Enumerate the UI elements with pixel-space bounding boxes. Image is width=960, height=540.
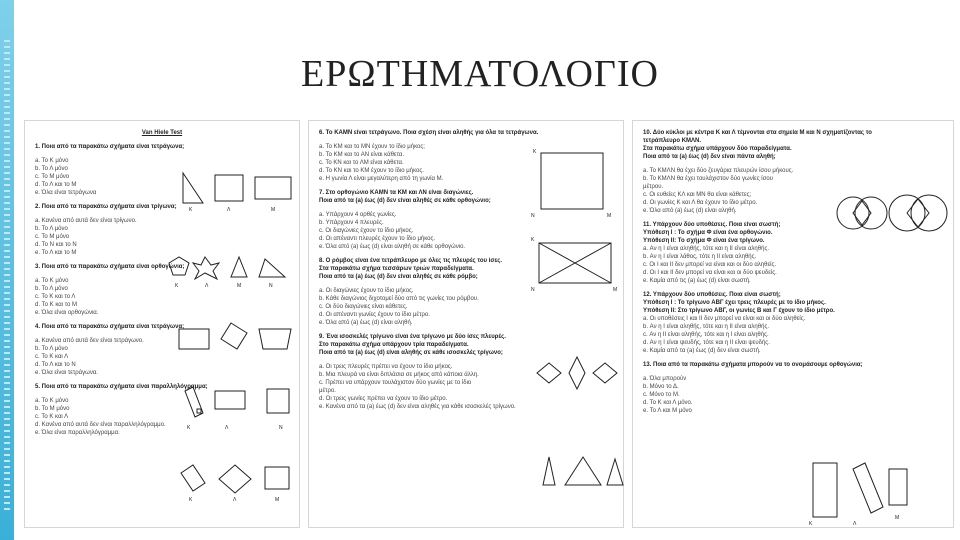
q4-option-b: b. Το Λ μόνο bbox=[35, 346, 68, 352]
q13-option-a: a. Όλα μπορούν bbox=[643, 376, 687, 382]
q7-option-d: d. Οι απέναντι πλευρές έχουν το ίδιο μήκος. bbox=[319, 236, 436, 242]
q12-hypothesis-1: Υπόθεση Ι : Το τρίγωνο ΑΒΓ έχει τρεις πλευρές με το ίδιο μήκος. bbox=[643, 300, 826, 306]
label-k: Κ bbox=[531, 237, 535, 243]
q9-option-c-cont: μέτρο. bbox=[319, 388, 336, 394]
q3-option-e: e. Όλα είναι ορθογώνια. bbox=[35, 310, 99, 316]
q3-option-d: d. Το Κ και το Μ bbox=[35, 302, 78, 308]
pentagon-shape bbox=[169, 257, 189, 275]
question-9-sub2: Ποια από τα (a) έως (d) είναι αληθής σε κάθε ισοσκελές τρίγωνο; bbox=[319, 350, 503, 356]
q9-triangles-figure bbox=[541, 451, 631, 491]
question-10-cont: τετράπλευρο ΚΜΛΝ. bbox=[643, 138, 702, 144]
isosceles-triangle-1 bbox=[543, 457, 555, 485]
q6-option-e: e. Η γωνία Λ είναι μεγαλύτερη από τη γωνία Μ. bbox=[319, 176, 444, 182]
q4-option-a: a. Κανένα από αυτά δεν είναι τετράγωνο. bbox=[35, 338, 144, 344]
q1-option-d: d. Το Λ και το Μ bbox=[35, 182, 77, 188]
q11-option-e: e. Καμία από τις (a) έως (d) είναι σωστή. bbox=[643, 278, 751, 284]
q4-option-d: d. Το Λ και το Ν bbox=[35, 362, 76, 368]
question-10-sub: Στα παρακάτω σχήμα υπάρχουν δύο παραδείγματα. bbox=[643, 146, 792, 152]
triangle-shape bbox=[231, 257, 247, 277]
q1-option-e: e. Όλα είναι τετράγωνα bbox=[35, 190, 97, 196]
label-k: Κ bbox=[809, 521, 813, 527]
q2-option-e: e. Το Λ και το Μ bbox=[35, 250, 77, 256]
q5-option-b: b. Το Μ μόνο bbox=[35, 406, 70, 412]
rectangle-k bbox=[813, 463, 837, 517]
rectangle-l bbox=[853, 463, 883, 513]
label-n: Ν bbox=[531, 287, 535, 293]
label-n: Ν bbox=[279, 425, 283, 431]
label-m: Μ bbox=[271, 207, 276, 213]
q5-option-d: d. Κανένα από αυτά δεν είναι παραλληλόγραμμο. bbox=[35, 422, 166, 428]
parallelogram-shape bbox=[181, 465, 205, 491]
q7-option-e: e. Όλα από (a) έως (d) είναι αληθή σε κάθε ορθογώνιο. bbox=[319, 244, 466, 250]
isosceles-triangle-3 bbox=[607, 459, 623, 485]
label-m: Μ bbox=[275, 497, 280, 503]
q5-option-c: c. Το Κ και Λ bbox=[35, 414, 69, 420]
q10-option-a: a. Το ΚΜΛΝ θα έχει δύο ζευγάρια πλευρών ίσου μήκους. bbox=[643, 168, 794, 174]
question-8-sub2: Ποια από τα (a) έως (d) δεν είναι αληθές σε κάθε ρόμβο; bbox=[319, 274, 478, 280]
q6-option-c: c. Το ΚΝ και το ΛΜ είναι κάθετα. bbox=[319, 160, 404, 166]
question-9-sub: Στο παρακάτω σχήμα υπάρχουν τρία παραδείγματα. bbox=[319, 342, 469, 348]
label-m: Μ bbox=[607, 213, 612, 219]
q12-option-a: a. Οι υποθέσεις Ι και ΙΙ δεν μπορεί να είναι και οι δύο αληθείς. bbox=[643, 316, 806, 322]
question-2: 2. Ποια από τα παρακάτω σχήματα είναι τρίγωνα; bbox=[35, 204, 177, 210]
q7-rectangle-figure bbox=[529, 235, 623, 291]
rhombus-3 bbox=[593, 363, 617, 383]
question-1: 1. Ποια από τα παρακάτω σχήματα είναι τετράγωνα; bbox=[35, 144, 185, 150]
question-9: 9. Ένα ισοσκελές τρίγωνο είναι ένα τρίγωνο με δύο ίσες πλευρές. bbox=[319, 334, 506, 340]
label-k: Κ bbox=[175, 283, 179, 289]
q2-option-d: d. Το Ν και το Ν bbox=[35, 242, 77, 248]
rhombus-1 bbox=[537, 363, 561, 383]
rhombus-2 bbox=[569, 357, 585, 389]
q8-option-e: e. Όλα από (a) έως (d) είναι αληθή. bbox=[319, 320, 413, 326]
question-6: 6. Το ΚΑΜΝ είναι τετράγωνο. Ποια σχέση είναι αληθής για όλα τα τετράγωνα. bbox=[319, 130, 539, 136]
q5-option-e: e. Όλα είναι παραλληλόγραμμα. bbox=[35, 430, 120, 436]
question-11: 11. Υπάρχουν δύο υποθέσεις. Ποια είναι σωστή; bbox=[643, 222, 781, 228]
q10-circles-figure bbox=[833, 191, 953, 237]
rectangle-shape bbox=[255, 177, 291, 199]
square-shape bbox=[267, 389, 289, 413]
q13-rectangles-figure bbox=[803, 461, 913, 527]
q12-option-b: b. Αν η Ι είναι αληθής, τότε και η ΙΙ είναι αληθής. bbox=[643, 324, 769, 330]
q1-option-a: a. Το Κ μόνο bbox=[35, 158, 69, 164]
q7-option-a: a. Υπάρχουν 4 ορθές γωνίες. bbox=[319, 212, 397, 218]
rectangle-shape bbox=[215, 391, 245, 409]
q10-option-b-cont: μέτρου. bbox=[643, 184, 664, 190]
page-title: ΕΡΩΤΗΜΑΤΟΛΟΓΙΟ bbox=[301, 53, 659, 95]
q1-option-c: c. Το Μ μόνο bbox=[35, 174, 70, 180]
small-mark bbox=[197, 409, 201, 413]
q3-option-b: b. Το Λ μόνο bbox=[35, 286, 68, 292]
q3-option-a: a. Το Κ μόνο bbox=[35, 278, 69, 284]
square-klmn bbox=[541, 153, 603, 209]
q8-rhombus-figure bbox=[533, 353, 623, 395]
q7-option-c: c. Οι διαγώνιες έχουν το ίδιο μήκος. bbox=[319, 228, 414, 234]
scalene-triangle-shape bbox=[259, 259, 285, 277]
q11-option-c: c. Οι Ι και ΙΙ δεν μπορεί να είναι και οι δύο αληθείς. bbox=[643, 262, 777, 268]
q9-option-a: a. Οι τρεις πλευρές πρέπει να έχουν το ίδιο μήκος. bbox=[319, 364, 453, 370]
label-k: Κ bbox=[189, 207, 193, 213]
label-k: Κ bbox=[189, 497, 193, 503]
trapezoid-shape bbox=[259, 329, 291, 349]
q1-option-b: b. Το Λ μόνο bbox=[35, 166, 68, 172]
rectangle-shape bbox=[179, 329, 209, 349]
q2-option-a: a. Κανένα από αυτά δεν είναι τρίγωνο. bbox=[35, 218, 137, 224]
q11-option-b: b. Αν η Ι είναι λάθος, τότε η ΙΙ είναι αληθής. bbox=[643, 254, 757, 260]
test-heading: Van Hiele Test bbox=[141, 130, 183, 136]
q8-option-d: d. Οι απέναντι γωνίες έχουν το ίδιο μέτρο. bbox=[319, 312, 430, 318]
label-n: Ν bbox=[269, 283, 273, 289]
question-8: 8. Ο ρόμβος είναι ένα τετράπλευρο με όλες τις πλευρές του ίσες. bbox=[319, 258, 503, 264]
question-13: 13. Ποια από τα παρακάτω σχήματα μπορούν να το ονομάσουμε ορθογώνια; bbox=[643, 362, 863, 368]
q6-option-a: a. Το ΚΜ και το ΜΝ έχουν το ίδιο μήκος; bbox=[319, 144, 425, 150]
q6-option-d: d. Το ΚΝ και το ΚΜ έχουν το ίδιο μήκος. bbox=[319, 168, 424, 174]
quadrilateral-1 bbox=[853, 201, 871, 225]
label-m: Μ bbox=[613, 287, 618, 293]
q2-option-c: c. Το Μ μόνο bbox=[35, 234, 70, 240]
q9-option-c: c. Πρέπει να υπάρχουν τουλάχιστον δύο γωνίες με το ίδιο bbox=[319, 380, 472, 386]
q10-option-d: d. Οι γωνίες Κ και Λ θα έχουν το ίδιο μέτρο. bbox=[643, 200, 758, 206]
q12-option-c: c. Αν η ΙΙ είναι αληθής, τότε και η Ι είναι αληθής. bbox=[643, 332, 769, 338]
star-shape bbox=[193, 257, 219, 279]
question-5: 5. Ποια από τα παρακάτω σχήματα είναι παραλληλόγραμμα; bbox=[35, 384, 208, 390]
square-shape bbox=[265, 467, 289, 489]
q12-hypothesis-2: Υπόθεση ΙΙ: Στο τρίγωνο ΑΒΓ, οι γωνίες Β και Γ έχουν το ίδιο μέτρο. bbox=[643, 308, 835, 314]
q9-option-d: d. Οι τρεις γωνίες πρέπει να έχουν το ίδιο μέτρο. bbox=[319, 396, 448, 402]
rhombus-shape bbox=[219, 465, 251, 493]
q1-shapes-figure bbox=[175, 169, 295, 213]
q4-option-e: e. Όλα είναι τετράγωνα. bbox=[35, 370, 98, 376]
q11-hypothesis-2: Υπόθεση ΙΙ: Το σχήμα Φ είναι ένα τρίγωνο. bbox=[643, 238, 765, 244]
label-m: Μ bbox=[895, 515, 900, 521]
q12-option-e: e. Καμία από τα (a) έως (d) δεν είναι σωστή. bbox=[643, 348, 761, 354]
q3-option-c: c. Το Κ και το Λ bbox=[35, 294, 76, 300]
q6-square-figure bbox=[529, 147, 619, 217]
q8-option-b: b. Κάθε διαγώνιος διχοτομεί δύο από τις γωνίες του ρόμβου. bbox=[319, 296, 479, 302]
label-l: Λ bbox=[205, 283, 209, 289]
question-7-sub: Ποια από τα (a) έως (d) δεν είναι αληθές σε κάθε ορθογώνιο; bbox=[319, 198, 491, 204]
q10-option-b: b. Το ΚΜΛΝ θα έχει τουλάχιστον δύο γωνίες ίσου bbox=[643, 176, 773, 182]
q10-option-c: c. Οι ευθείες ΚΛ και ΜΝ θα είναι κάθετες; bbox=[643, 192, 752, 198]
q13-option-c: c. Μόνο το Μ. bbox=[643, 392, 680, 398]
quadrilateral-2 bbox=[907, 199, 929, 227]
q4-shapes-figure bbox=[175, 383, 299, 433]
q6-option-b: b. Το ΚΜ και το ΑΝ είναι κάθετα. bbox=[319, 152, 405, 158]
q11-option-a: a. Αν η Ι είναι αληθής, τότε και η ΙΙ είναι αληθής. bbox=[643, 246, 769, 252]
question-12: 12. Υπάρχουν δύο υποθέσεις. Ποια είναι σωστή; bbox=[643, 292, 781, 298]
rectangle-m bbox=[889, 469, 907, 505]
label-l: Λ bbox=[225, 425, 229, 431]
questionnaire-page-2 bbox=[308, 120, 624, 528]
q13-option-e: e. Το Λ και Μ μόνο bbox=[643, 408, 692, 414]
q9-option-b: b. Μια πλευρά να είναι διπλάσια σε μήκος από κάποια άλλη. bbox=[319, 372, 479, 378]
label-k: Κ bbox=[187, 425, 191, 431]
triangle-shape bbox=[183, 173, 203, 203]
label-l: Λ bbox=[853, 521, 857, 527]
q8-option-a: a. Οι διαγώνιες έχουν το ίδιο μήκος. bbox=[319, 288, 414, 294]
q5-option-a: a. Το Κ μόνο bbox=[35, 398, 69, 404]
label-n: Ν bbox=[531, 213, 535, 219]
question-10-sub2: Ποια από τα (a) έως (d) δεν είναι πάντα αληθή; bbox=[643, 154, 776, 160]
questionnaire-sheet bbox=[22, 120, 954, 528]
label-k: Κ bbox=[533, 149, 537, 155]
label-m: Μ bbox=[237, 283, 242, 289]
q10-option-e: e. Όλα από (a) έως (d) είναι αληθή. bbox=[643, 208, 737, 214]
q13-option-d: d. Το Κ και Λ μόνο. bbox=[643, 400, 693, 406]
q4-option-c: c. Το Κ και Λ bbox=[35, 354, 69, 360]
isosceles-triangle-2 bbox=[565, 457, 601, 485]
question-7: 7. Στο ορθογώνιο ΚΑΜΝ τα ΚΜ και ΛΝ είναι διαγώνιες. bbox=[319, 190, 474, 196]
q3-shapes-figure bbox=[175, 321, 299, 361]
question-10: 10. Δύο κύκλοι με κέντρα Κ και Λ τέμνονται στα σημεία Μ και Ν σχηματίζοντας το bbox=[643, 130, 872, 136]
q12-option-d: d. Αν η Ι είναι ψευδής, τότε και η ΙΙ είναι ψευδής. bbox=[643, 340, 770, 346]
q5-shapes-figure bbox=[175, 461, 299, 505]
question-8-sub: Στα παρακάτω σχήμα τεσσάρων τριών παραδείγματα. bbox=[319, 266, 474, 272]
label-l: Λ bbox=[227, 207, 231, 213]
q7-option-b: b. Υπάρχουν 4 πλευρές. bbox=[319, 220, 384, 226]
q2-option-b: b. Το Λ μόνο bbox=[35, 226, 68, 232]
questionnaire-page-3 bbox=[632, 120, 954, 528]
question-4: 4. Ποια από τα παρακάτω σχήματα είναι τετράγωνα; bbox=[35, 324, 185, 330]
q11-hypothesis-1: Υπόθεση Ι : Το σχήμα Φ είναι ένα ορθογώνιο. bbox=[643, 230, 773, 236]
questionnaire-page-1 bbox=[24, 120, 300, 528]
q13-option-b: b. Μόνο το Δ. bbox=[643, 384, 679, 390]
q8-option-c: c. Οι δύο διαγώνιες είναι κάθετες. bbox=[319, 304, 408, 310]
q2-shapes-figure bbox=[165, 253, 295, 293]
q9-option-e: e. Κανένα από τα (a) έως (d) δεν είναι αληθές για κάθε ισοσκελές τρίγωνο. bbox=[319, 404, 516, 410]
question-3: 3. Ποια από τα παρακάτω σχήματα είναι ορθογώνια; bbox=[35, 264, 185, 270]
q11-option-d: d. Οι Ι και ΙΙ δεν μπορεί να είναι και οι δύο ψευδείς. bbox=[643, 270, 777, 276]
square-shape bbox=[215, 175, 243, 201]
label-l: Λ bbox=[233, 497, 237, 503]
tilted-square-shape bbox=[221, 323, 247, 349]
